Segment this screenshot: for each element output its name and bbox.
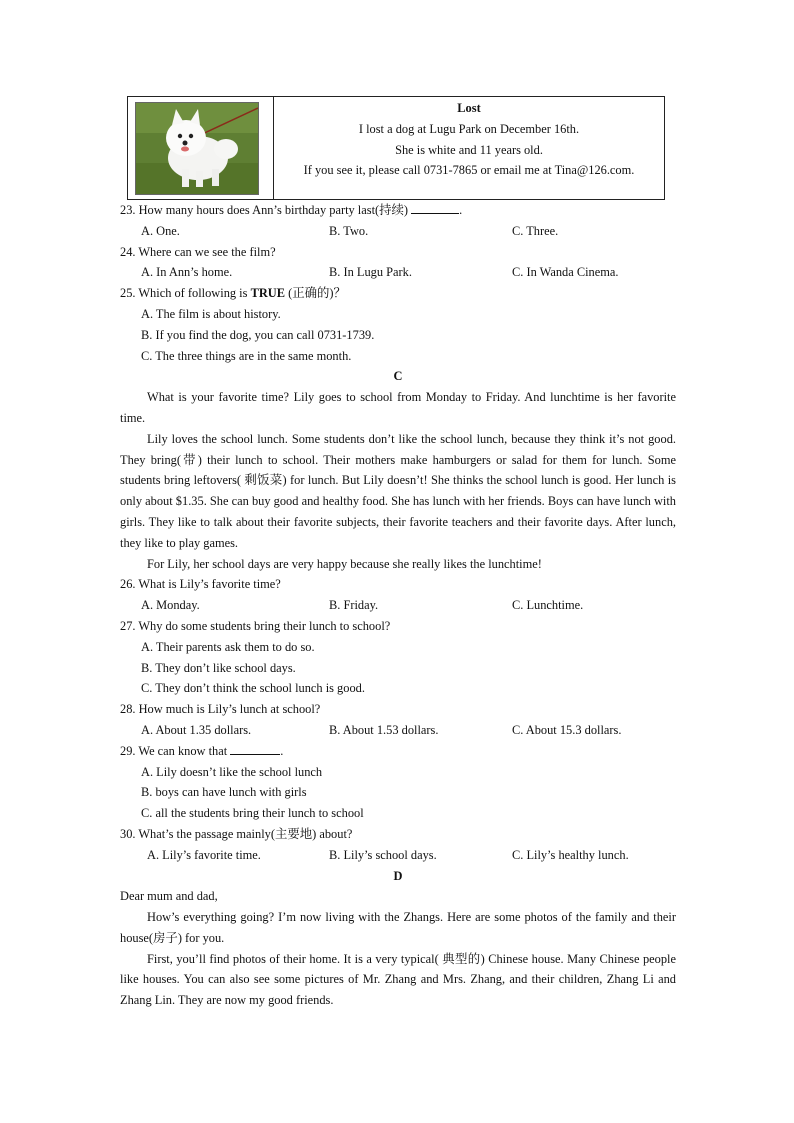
option-a: A. Lily doesn’t like the school lunch xyxy=(141,764,323,779)
option-b: B. They don’t like school days. xyxy=(141,660,296,675)
question-29: 29. We can know that . xyxy=(120,741,676,762)
option-c: C. They don’t think the school lunch is good. xyxy=(141,681,365,696)
answer-blank xyxy=(411,200,459,214)
option-b: B. Friday. xyxy=(329,598,379,613)
question-30-options xyxy=(120,845,676,866)
section-heading-c: C xyxy=(393,369,403,384)
question-27: 27. Why do some students bring their lunch to school? xyxy=(120,618,391,633)
passage-d-paragraph-1: How’s everything going? I’m now living with the Zhangs. Here are some photos of the family and their house(房子) for you. xyxy=(120,910,676,945)
passage-c-paragraph-1: What is your favorite time? Lily goes to school from Monday to Friday. And lunchtime is her favorite time. xyxy=(120,390,676,425)
option-c: C. In Wanda Cinema. xyxy=(512,265,619,280)
option-b: B. Lily’s school days. xyxy=(329,847,437,862)
option-c: C. Lunchtime. xyxy=(512,598,584,613)
option-a: A. In Ann’s home. xyxy=(141,265,233,280)
passage-d-paragraph-2: First, you’ll find photos of their home. It is a very typical( 典型的) Chinese house. Many Chinese people like houses. You can also see some pictures of Mr. Zhang and Mrs. Zhang, and their children, Zhang Li and Zhang Lin. They are now my good friends. xyxy=(120,951,676,1008)
lost-title: Lost xyxy=(457,101,481,115)
lost-notice xyxy=(127,96,665,200)
option-c: C. Lily’s healthy lunch. xyxy=(512,847,629,862)
option-c: C. The three things are in the same month. xyxy=(141,348,352,363)
question-24-options xyxy=(120,262,676,283)
white-dog-photo xyxy=(135,102,259,195)
option-c: C. Three. xyxy=(512,223,559,238)
question-23: 23. How many hours does Ann’s birthday party last(持续) . xyxy=(120,200,676,221)
option-c: C. About 15.3 dollars. xyxy=(512,722,622,737)
question-28: 28. How much is Lily’s lunch at school? xyxy=(120,702,321,717)
option-c: C. all the students bring their lunch to school xyxy=(141,806,364,821)
option-a: A. About 1.35 dollars. xyxy=(141,722,252,737)
question-28-options xyxy=(120,720,676,741)
letter-greeting: Dear mum and dad, xyxy=(120,889,218,904)
lost-photo-cell xyxy=(128,97,274,199)
question-25: 25. Which of following is TRUE (正确的)？ xyxy=(120,286,346,301)
option-b: B. In Lugu Park. xyxy=(329,265,412,280)
question-30: 30. What’s the passage mainly(主要地) about? xyxy=(120,826,353,841)
option-a: A. Their parents ask them to do so. xyxy=(141,639,315,654)
option-b: B. If you find the dog, you can call 0731-1739. xyxy=(141,327,375,342)
lost-line-2: She is white and 11 years old. xyxy=(395,142,543,157)
answer-blank xyxy=(230,741,280,755)
question-26: 26. What is Lily’s favorite time? xyxy=(120,577,281,592)
lost-line-1: I lost a dog at Lugu Park on December 16th. xyxy=(358,121,580,136)
lost-line-3: If you see it, please call 0731-7865 or email me at Tina@126.com. xyxy=(303,163,635,178)
option-b: B. Two. xyxy=(329,223,369,238)
worksheet-page xyxy=(120,96,676,1011)
section-heading-d: D xyxy=(393,868,403,883)
question-24: 24. Where can we see the film? xyxy=(120,244,276,259)
option-a: A. The film is about history. xyxy=(141,306,281,321)
option-a: A. Monday. xyxy=(141,598,200,613)
question-23-options xyxy=(120,221,676,242)
passage-c-paragraph-3: For Lily, her school days are very happy because she really likes the lunchtime! xyxy=(147,556,542,571)
question-26-options xyxy=(120,595,676,616)
option-a: A. One. xyxy=(141,223,180,238)
option-b: B. About 1.53 dollars. xyxy=(329,722,439,737)
passage-c-paragraph-2: Lily loves the school lunch. Some students don’t like the school lunch, because they think it’s not good. They bring(带) their lunch to school. Their mothers make hamburgers or salad for them for lunch. Some students bring leftovers( 剩饭菜) for lunch. But Lily doesn’t! She thinks the school lunch is good. Her lunch is only about $1.35. She can buy good and healthy food. She has lunch with her friends. Boys can have lunch with girls. They like to talk about their favorite subjects, their favorite teachers and their favorite days. After lunch, they like to play games. xyxy=(120,431,676,550)
option-a: A. Lily’s favorite time. xyxy=(147,847,261,862)
lost-text xyxy=(274,97,664,199)
option-b: B. boys can have lunch with girls xyxy=(141,785,307,800)
